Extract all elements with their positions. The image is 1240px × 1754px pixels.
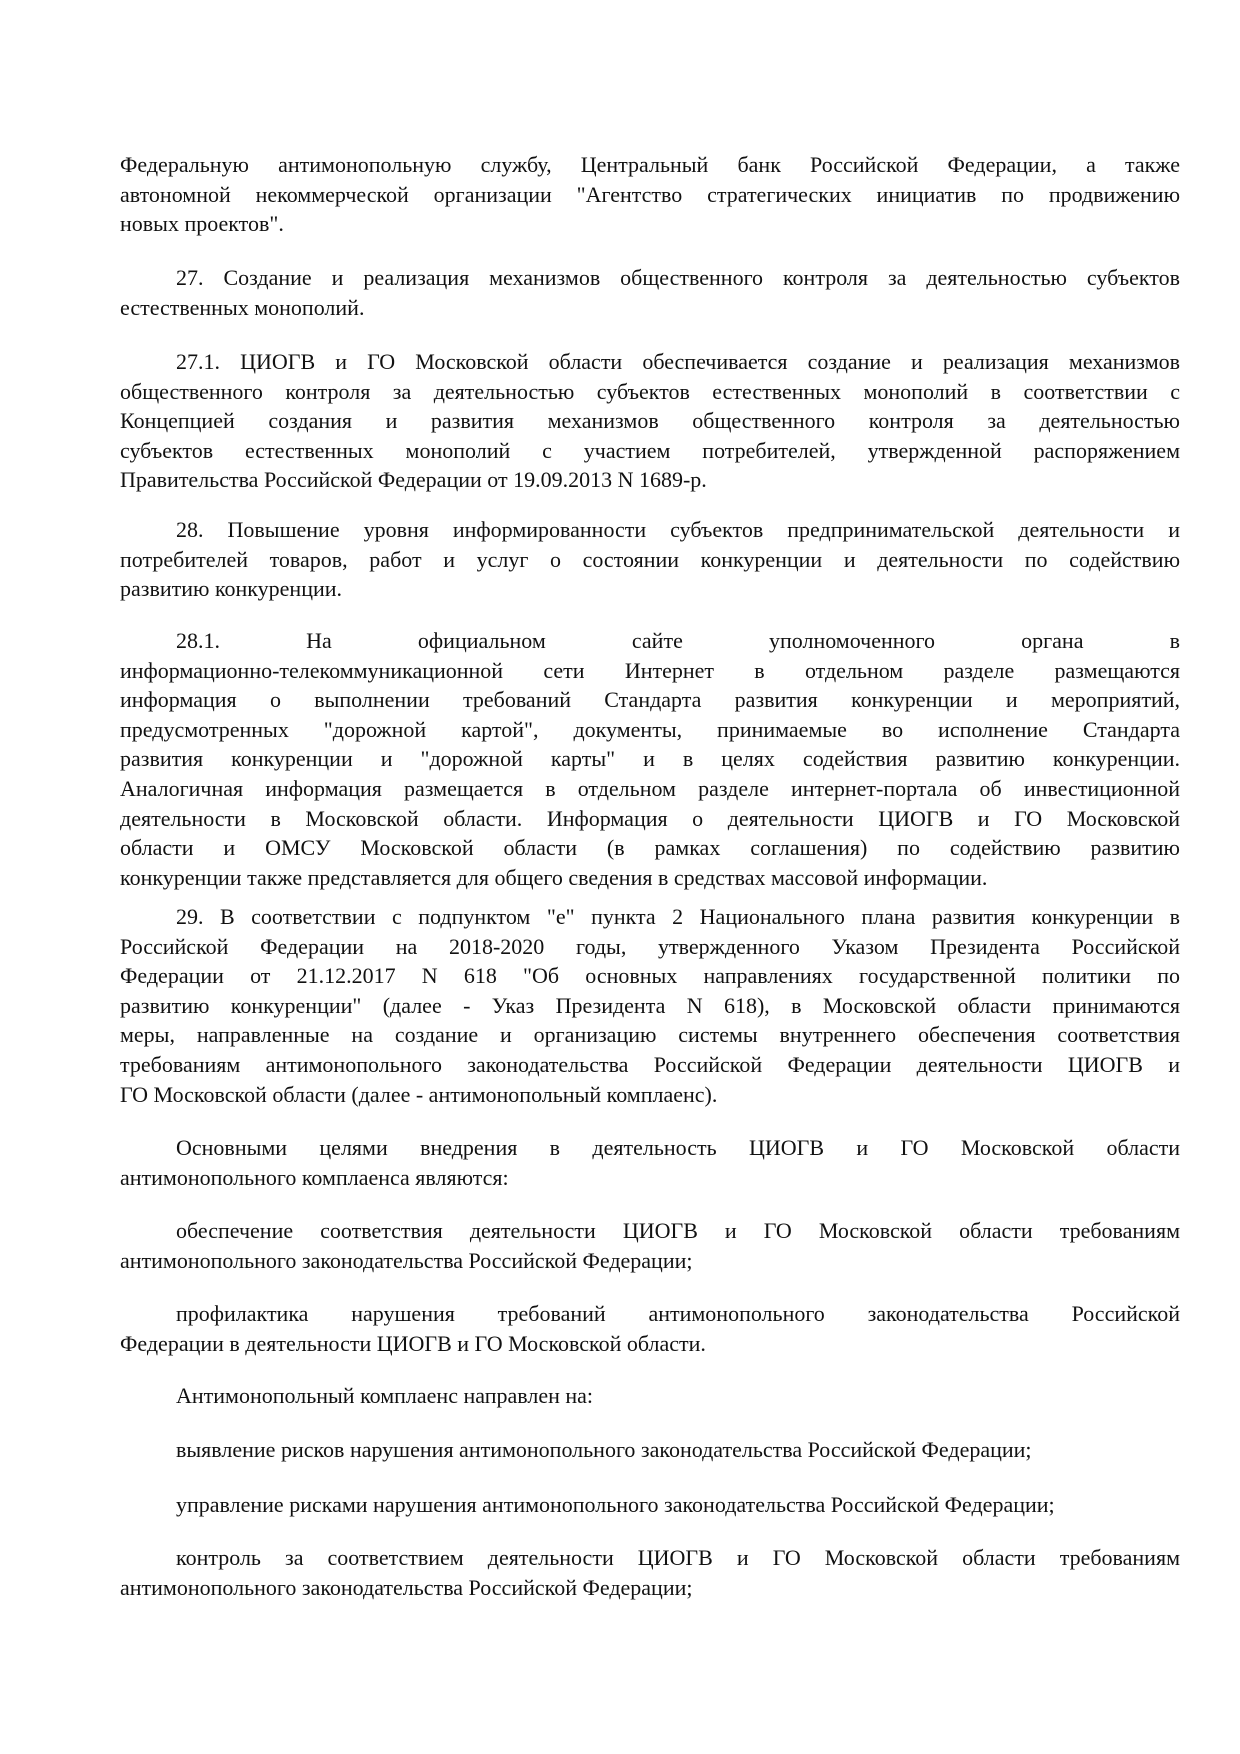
paragraph xyxy=(120,1381,1180,1411)
text-line: Федерации в деятельности ЦИОГВ и ГО Московской области. xyxy=(120,1330,706,1356)
text-line: предусмотренных "дорожной картой", документы, принимаемые во исполнение Стандарта xyxy=(120,716,1180,742)
text-line: 29. В соответствии с подпунктом "е" пункта 2 Национального плана развития конкуренции в xyxy=(176,904,1180,929)
text-line: субъектов естественных монополий с участием потребителей, утвержденной распоряжением xyxy=(120,437,1180,463)
text-line: потребителей товаров, работ и услуг о состоянии конкуренции и деятельности по содействию xyxy=(120,546,1180,572)
paragraph xyxy=(120,263,1180,322)
text-line: 27.1. ЦИОГВ и ГО Московской области обеспечивается создание и реализация механизмов xyxy=(176,349,1180,374)
paragraph xyxy=(120,1299,1180,1358)
text-line: общественного контроля за деятельностью субъектов естественных монополий в соответствии с xyxy=(120,378,1180,404)
text-line: информационно-телекоммуникационной сети Интернет в отдельном разделе размещаются xyxy=(120,657,1180,683)
text-line: Основными целями внедрения в деятельность ЦИОГВ и ГО Московской области xyxy=(176,1135,1180,1160)
text-line: антимонопольного законодательства Российской Федерации; xyxy=(120,1574,693,1600)
text-line: естественных монополий. xyxy=(120,294,365,320)
text-line: развитию конкуренции" (далее - Указ Президента N 618), в Московской области принимаются xyxy=(120,992,1180,1018)
text-line: управление рисками нарушения антимонопольного законодательства Российской Федерации; xyxy=(176,1492,1055,1517)
text-line: развитию конкуренции. xyxy=(120,576,343,602)
text-line: антимонопольного законодательства Российской Федерации; xyxy=(120,1247,693,1273)
paragraph xyxy=(120,1133,1180,1192)
text-line: контроль за соответствием деятельности ЦИОГВ и ГО Московской области требованиям xyxy=(176,1545,1180,1570)
text-line: выявление рисков нарушения антимонопольного законодательства Российской Федерации; xyxy=(176,1437,1032,1462)
text-line: развития конкуренции и "дорожной карты" и в целях содействия развитию конкуренции. xyxy=(120,746,1180,772)
text-line: Концепцией создания и развития механизмов общественного контроля за деятельностью xyxy=(120,408,1180,434)
text-line: 28. Повышение уровня информированности субъектов предпринимательской деятельности и xyxy=(176,517,1180,542)
paragraph xyxy=(120,626,1180,892)
text-line: конкуренции также представляется для общего сведения в средствах массовой информации. xyxy=(120,864,988,890)
paragraph xyxy=(120,515,1180,604)
paragraph xyxy=(120,902,1180,1109)
text-line: Российской Федерации на 2018-2020 годы, утвержденного Указом Президента Российской xyxy=(120,933,1180,959)
text-line: ГО Московской области (далее - антимонопольный комплаенс). xyxy=(120,1081,718,1107)
text-line: области и ОМСУ Московской области (в рамках соглашения) по содействию развитию xyxy=(120,835,1180,861)
text-line: меры, направленные на создание и организацию системы внутреннего обеспечения соответствия xyxy=(120,1022,1180,1048)
text-line: требованиям антимонопольного законодательства Российской Федерации деятельности ЦИОГВ и xyxy=(120,1051,1180,1077)
text-line: Федеральную антимонопольную службу, Центральный банк Российской Федерации, а также xyxy=(120,152,1180,177)
text-line: антимонопольного комплаенса являются: xyxy=(120,1164,509,1190)
text-line: 28.1. На официальном сайте уполномоченного органа в xyxy=(176,628,1180,653)
paragraph xyxy=(120,150,1180,239)
paragraph xyxy=(120,1490,1180,1520)
text-line: информация о выполнении требований Стандарта развития конкуренции и мероприятий, xyxy=(120,687,1180,713)
text-line: Антимонопольный комплаенс направлен на: xyxy=(176,1383,594,1408)
text-line: профилактика нарушения требований антимонопольного законодательства Российской xyxy=(176,1301,1180,1326)
paragraph xyxy=(120,1435,1180,1465)
text-line: 27. Создание и реализация механизмов общественного контроля за деятельностью субъектов xyxy=(176,265,1180,290)
paragraph xyxy=(120,1216,1180,1275)
text-line: Правительства Российской Федерации от 19.09.2013 N 1689-р. xyxy=(120,467,707,493)
text-line: деятельности в Московской области. Информация о деятельности ЦИОГВ и ГО Московской xyxy=(120,805,1180,831)
text-line: Аналогичная информация размещается в отдельном разделе интернет-портала об инвестиционной xyxy=(120,775,1180,801)
text-line: автономной некоммерческой организации "Агентство стратегических инициатив по продвижению xyxy=(120,181,1180,207)
paragraph xyxy=(120,347,1180,495)
text-line: Федерации от 21.12.2017 N 618 "Об основных направлениях государственной политики по xyxy=(120,963,1180,989)
paragraph xyxy=(120,1543,1180,1602)
text-line: новых проектов". xyxy=(120,211,284,237)
text-line: обеспечение соответствия деятельности ЦИОГВ и ГО Московской области требованиям xyxy=(176,1218,1180,1243)
